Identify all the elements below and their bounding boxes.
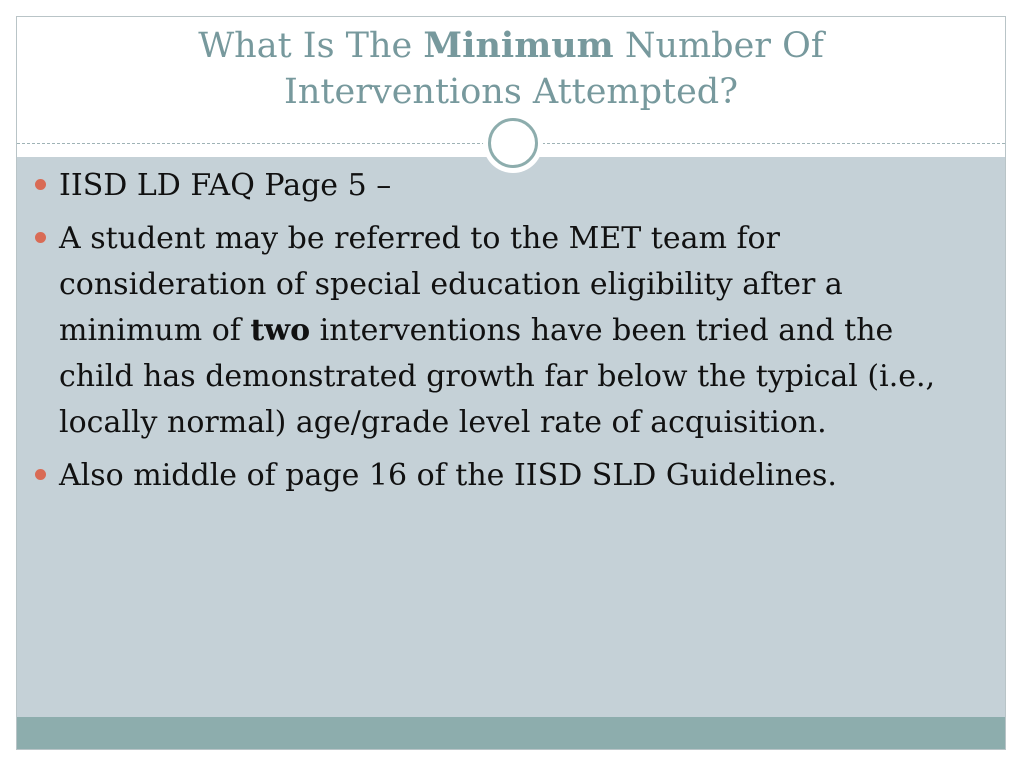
title-emphasis: Minimum	[423, 25, 614, 66]
bullet-text	[59, 221, 935, 440]
bullet-text: IISD LD FAQ Page 5 –	[59, 168, 392, 203]
circle-ornament-ring	[488, 118, 538, 168]
bullet-emphasis: two	[250, 313, 311, 348]
slide-title	[17, 23, 1005, 115]
title-text-start: What Is The	[198, 26, 424, 66]
title-line-2: Interventions Attempted?	[284, 72, 738, 112]
bullet-item	[32, 216, 952, 446]
footer-bar	[17, 717, 1005, 750]
title-text-end: Number Of	[613, 26, 824, 66]
bullet-dot-icon	[35, 232, 46, 243]
bullet-item	[32, 453, 952, 499]
bullet-list	[32, 163, 952, 506]
bullet-dot-icon	[35, 179, 46, 190]
bullet-text-start: A student may be referred to the MET team for consideration of special education eligibility after a minimum of	[59, 221, 843, 348]
bullet-dot-icon	[35, 469, 46, 480]
bullet-text-end: interventions have been tried and the child has demonstrated growth far below the typical (i.e., locally normal) age/grade level rate of acquisition.	[59, 313, 936, 440]
bullet-text: Also middle of page 16 of the IISD SLD Guidelines.	[59, 458, 837, 493]
bullet-item	[32, 163, 952, 209]
